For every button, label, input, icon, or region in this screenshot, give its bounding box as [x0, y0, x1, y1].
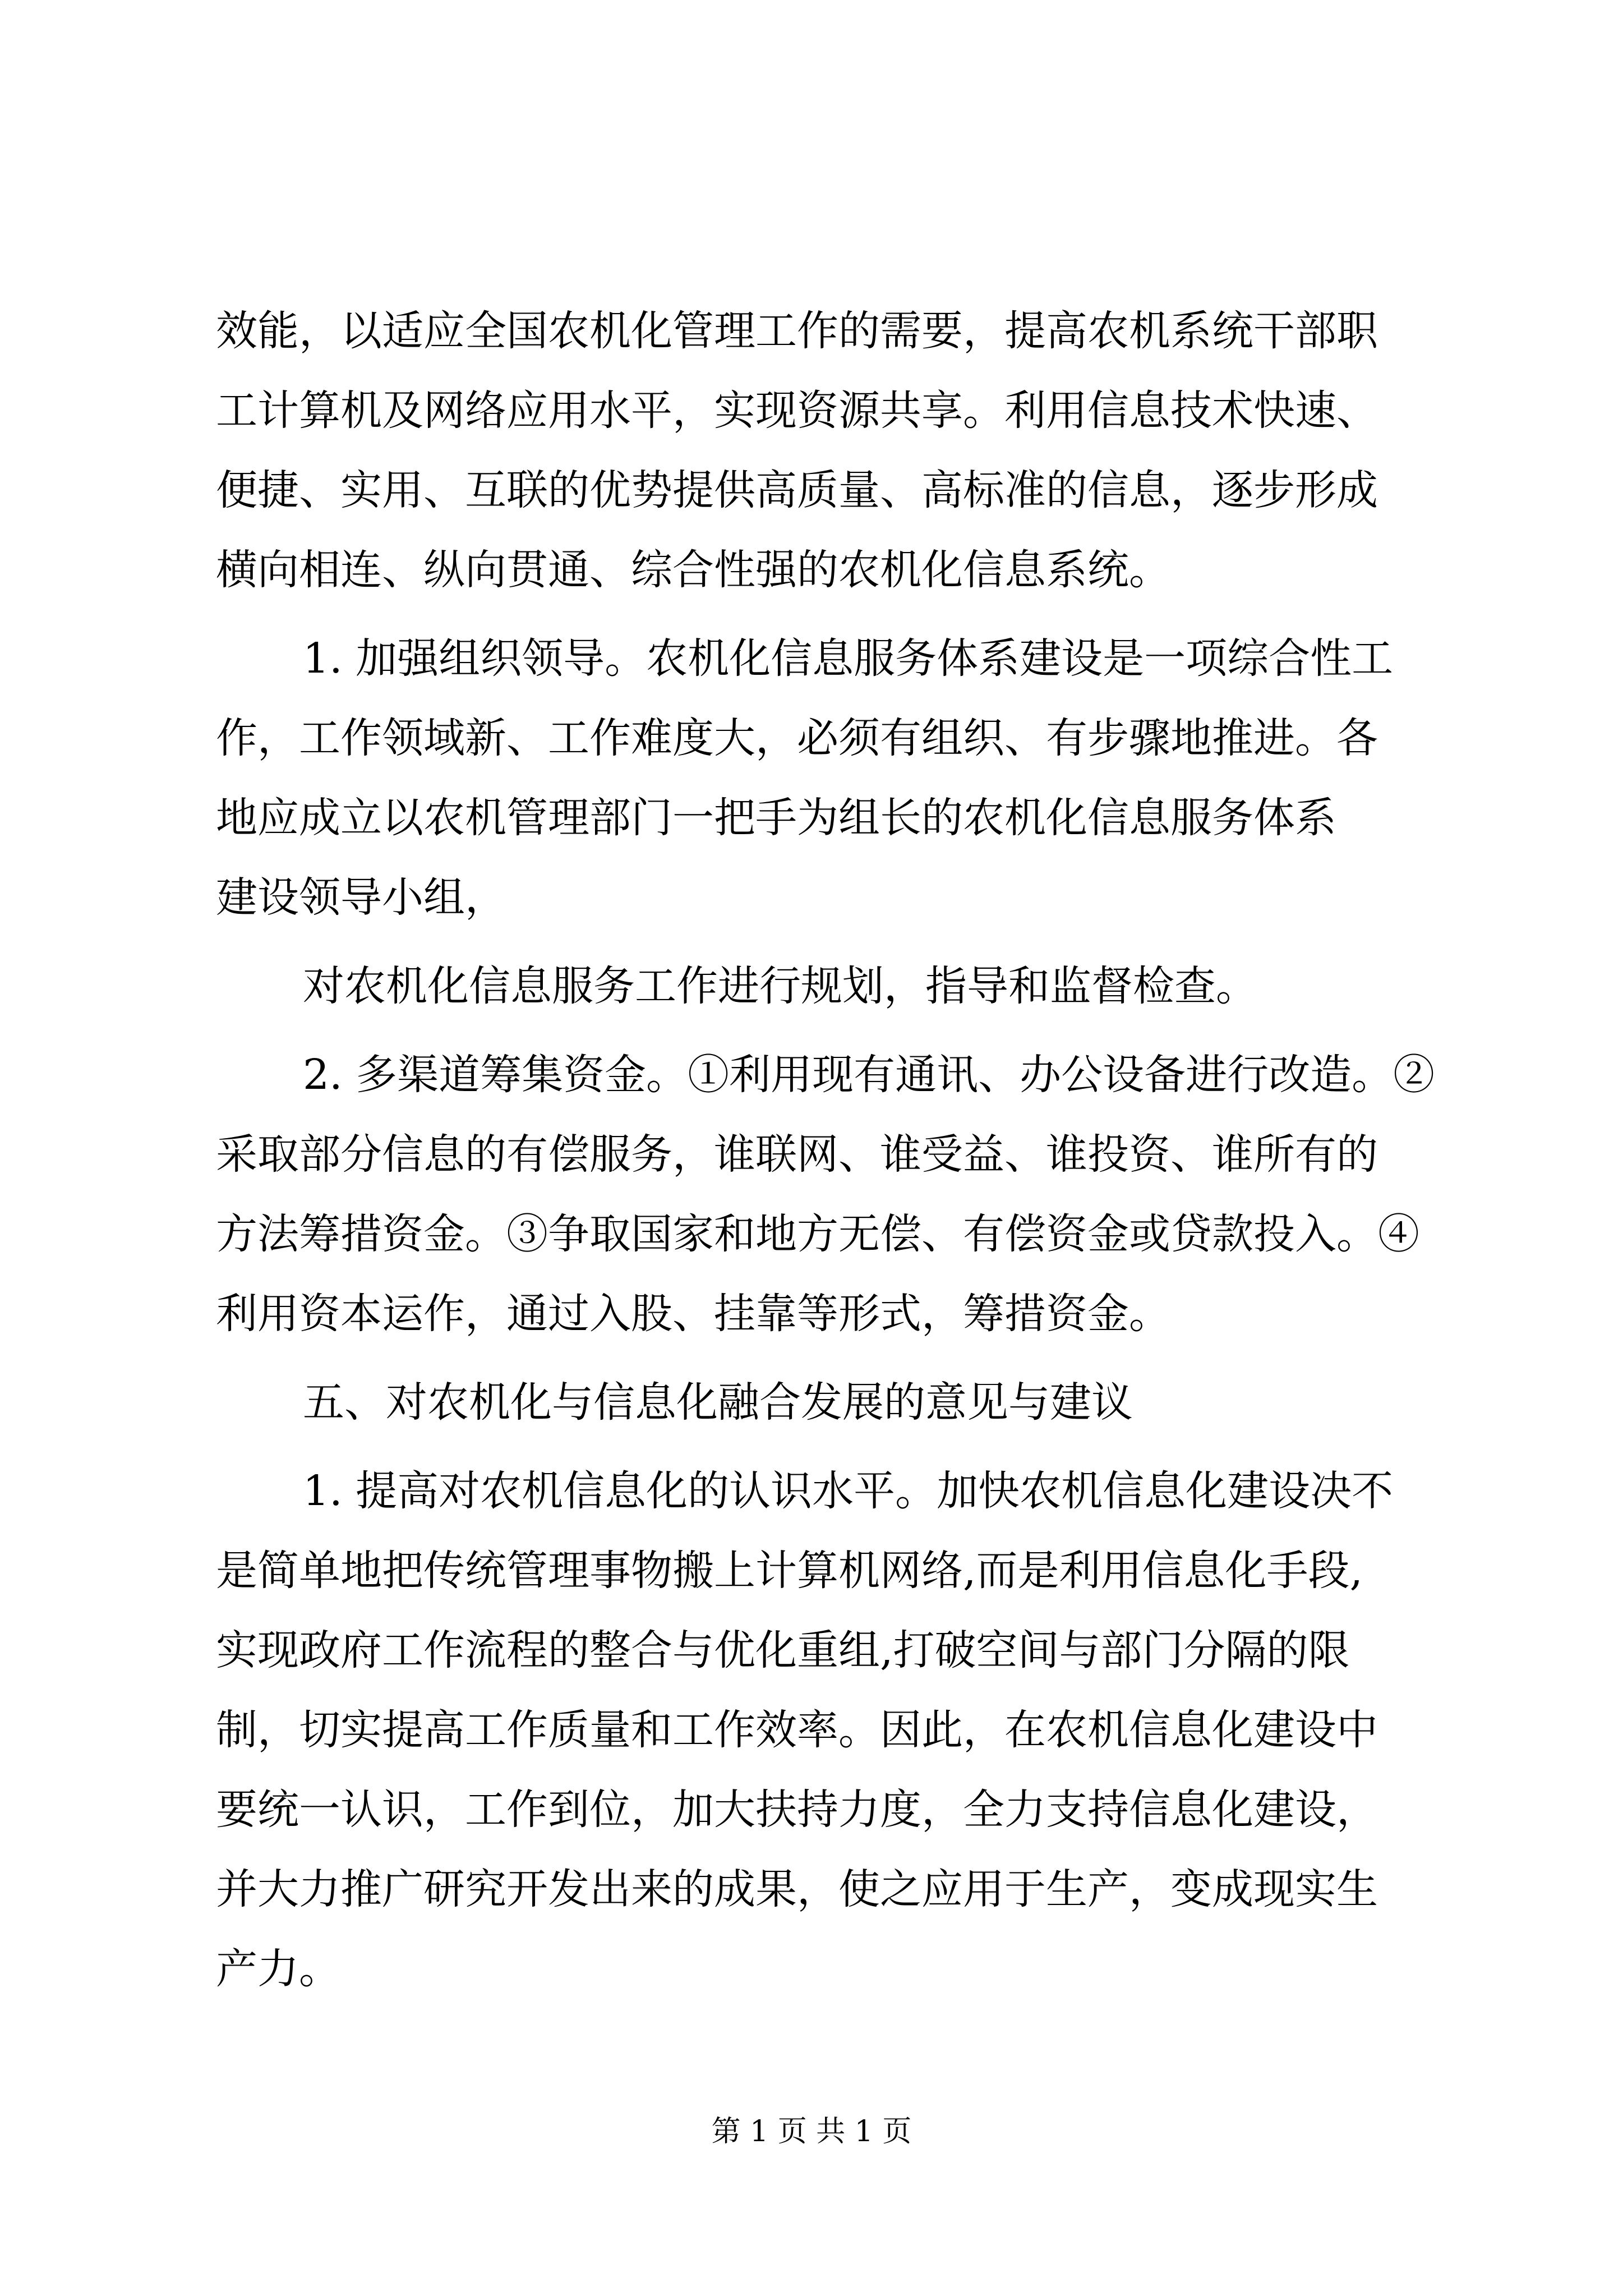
body-text-line: 作，工作领域新、工作难度大，必须有组织、有步骤地推进。各 [216, 714, 1378, 762]
body-text-line: 效能，以适应全国农机化管理工作的需要，提高农机系统干部职 [216, 307, 1378, 355]
body-text-line: 地应成立以农机管理部门一把手为组长的农机化信息服务体系 [216, 794, 1336, 842]
section-heading: 五、对农机化与信息化融合发展的意见与建议 [303, 1378, 1133, 1427]
body-text-line: 制，切实提高工作质量和工作效率。因此，在农机信息化建设中 [216, 1706, 1378, 1754]
body-text-line: 对农机化信息服务工作进行规划，指导和监督检查。 [303, 962, 1257, 1010]
body-text-line: 利用资本运作，通过入股、挂靠等形式，筹措资金。 [216, 1290, 1170, 1338]
body-text-line: 实现政府工作流程的整合与优化重组,打破空间与部门分隔的限 [216, 1626, 1350, 1674]
body-text-line: 便捷、实用、互联的优势提供高质量、高标准的信息，逐步形成 [216, 466, 1378, 514]
body-text-line: 工计算机及网络应用水平，实现资源共享。利用信息技术快速、 [216, 386, 1378, 435]
body-text-line: 是简单地把传统管理事物搬上计算机网络,而是利用信息化手段, [216, 1547, 1363, 1595]
body-text-line: 方法筹措资金。③争取国家和地方无偿、有偿资金或贷款投入。④ [216, 1210, 1419, 1258]
body-text-line: 要统一认识，工作到位，加大扶持力度，全力支持信息化建设， [216, 1786, 1378, 1834]
page-footer: 第 1 页 共 1 页 [711, 2115, 912, 2148]
body-text-line: 建设领导小组， [216, 873, 506, 922]
body-text-line: 产力。 [216, 1945, 340, 1993]
body-text-line: 采取部分信息的有偿服务，谁联网、谁受益、谁投资、谁所有的 [216, 1130, 1378, 1179]
body-text-line: 横向相连、纵向贯通、综合性强的农机化信息系统。 [216, 546, 1170, 594]
body-text-line: 并大力推广研究开发出来的成果，使之应用于生产，变成现实生 [216, 1865, 1378, 1913]
body-text-line: 1. 提高对农机信息化的认识水平。加快农机信息化建设决不 [303, 1467, 1394, 1515]
body-text-line: 2. 多渠道筹集资金。①利用现有通讯、办公设备进行改造。② [303, 1051, 1435, 1099]
body-text-line: 1. 加强组织领导。农机化信息服务体系建设是一项综合性工 [303, 634, 1394, 683]
